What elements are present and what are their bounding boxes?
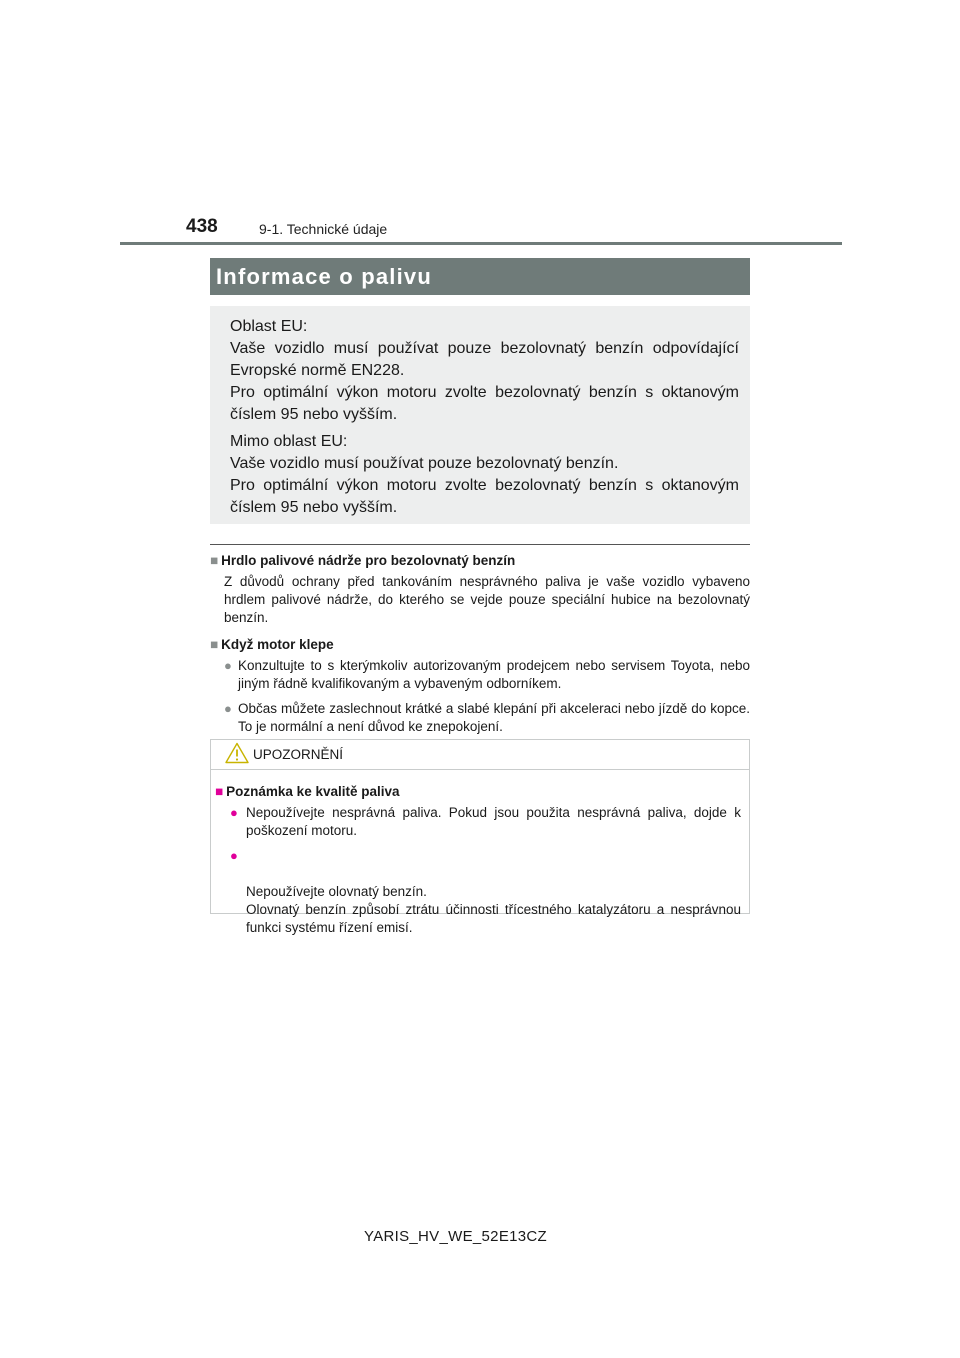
page-title: Informace o palivu bbox=[210, 258, 750, 295]
note-heading-knocking bbox=[210, 636, 750, 654]
section-label: 9-1. Technické údaje bbox=[259, 221, 388, 237]
list-item-text: Nepoužívejte olovnatý benzín. Olovnatý benzín způsobí ztrátu účinnosti třícestného katalyzátoru a nesprávnou funkci systému řízení emisí. bbox=[246, 884, 741, 935]
note-heading-fuel-neck bbox=[210, 552, 750, 570]
list-item-text: Nepoužívejte nesprávná paliva. Pokud jsou použita nesprávná paliva, dojde k poškození motoru. bbox=[246, 805, 741, 838]
warning-triangle-icon bbox=[225, 742, 249, 769]
list-item bbox=[215, 847, 741, 937]
header-rule bbox=[120, 242, 842, 245]
warning-header bbox=[211, 740, 749, 770]
bullet-icon: ● bbox=[224, 658, 232, 673]
note-heading-text: Když motor klepe bbox=[221, 637, 334, 652]
page-number: 438 bbox=[186, 216, 218, 237]
list-item-text: Občas můžete zaslechnout krátké a slabé klepání při akceleraci nebo jízdě do kopce. To je normální a není důvod ke znepokojení. bbox=[238, 701, 750, 734]
warning-box bbox=[210, 739, 750, 935]
list-item-text: Konzultujte to s kterýmkoliv autorizovaným prodejcem nebo servisem Toyota, nebo jiným řádně kvalifikovaným a vybaveným odborníkem. bbox=[238, 658, 750, 691]
note-body-fuel-neck: Z důvodů ochrany před tankováním nesprávného paliva je vaše vozidlo vybaveno hrdlem palivové nádrže, do kterého se vejde pouze speciální hubice na bezolovnatý benzín. bbox=[224, 574, 750, 625]
square-marker-icon: ■ bbox=[215, 784, 224, 799]
info-paragraph-eu: Oblast EU: Vaše vozidlo musí používat pouze bezolovnatý benzín odpovídající Evropské normě EN228. Pro optimální výkon motoru zvolte bezolovnatý benzín s oktanovým číslem 95 nebo vyšším. bbox=[230, 318, 739, 423]
warning-title: UPOZORNĚNÍ bbox=[253, 747, 344, 762]
square-marker-icon: ■ bbox=[210, 637, 219, 652]
list-item bbox=[215, 804, 741, 840]
warning-heading-text: Poznámka ke kvalitě paliva bbox=[226, 784, 400, 799]
list-item bbox=[210, 700, 750, 736]
bullet-icon: ● bbox=[230, 805, 238, 820]
bullet-icon: ● bbox=[230, 848, 238, 863]
warning-heading bbox=[215, 783, 741, 801]
info-paragraph-non-eu: Mimo oblast EU: Vaše vozidlo musí používat pouze bezolovnatý benzín. Pro optimální výkon motoru zvolte bezolovnatý benzín s oktanovým číslem 95 nebo vyšším. bbox=[230, 433, 739, 516]
document-code: YARIS_HV_WE_52E13CZ bbox=[364, 1228, 547, 1245]
list-item bbox=[210, 657, 750, 693]
square-marker-icon: ■ bbox=[210, 553, 219, 568]
notes-section bbox=[210, 552, 750, 743]
section-divider bbox=[210, 544, 750, 545]
bullet-icon: ● bbox=[224, 701, 232, 716]
note-heading-text: Hrdlo palivové nádrže pro bezolovnatý benzín bbox=[221, 553, 516, 568]
warning-content bbox=[211, 770, 749, 937]
fuel-info-box bbox=[210, 306, 750, 524]
